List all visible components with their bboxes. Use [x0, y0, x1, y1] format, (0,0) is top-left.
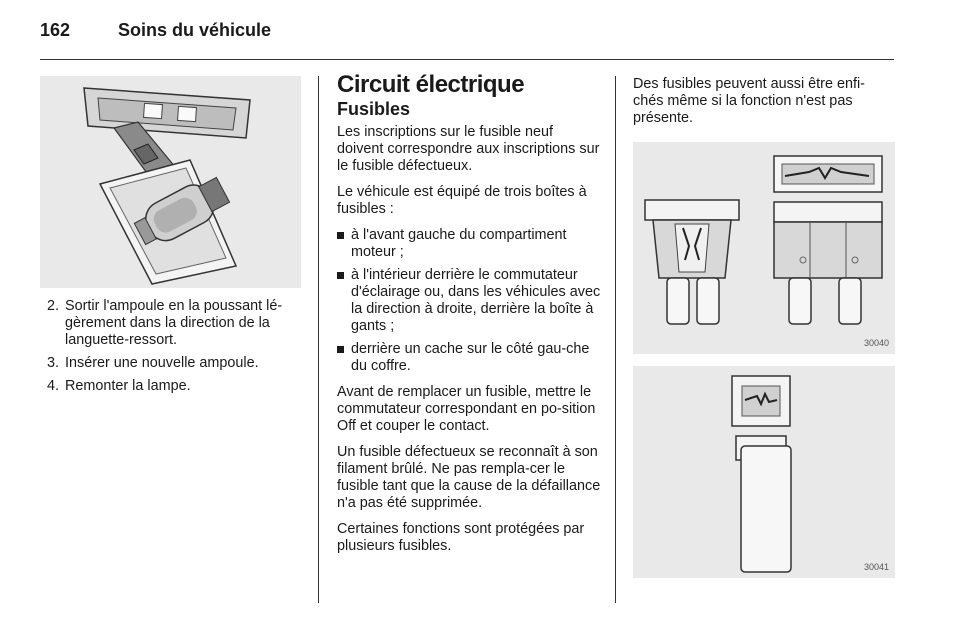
bullet-square-icon: [337, 346, 344, 353]
left-column-text: [40, 298, 304, 401]
bullet-text: à l'intérieur derrière le commutateur d'éclairage ou, dans les véhicules avec la direction à droite, derrière la boîte à gants ;: [351, 267, 601, 334]
step-number: 4.: [47, 378, 60, 394]
subsection-title: Fusibles: [337, 99, 411, 119]
figure-number: 30040: [863, 338, 889, 348]
step-text: Sortir l'ampoule en la poussant lé-gèrement dans la direction de la languette-ressort.: [65, 298, 283, 348]
column-divider: [615, 76, 616, 603]
step-text: Insérer une nouvelle ampoule.: [65, 355, 259, 371]
paragraph: Les inscriptions sur le fusible neuf doivent correspondre aux inscriptions sur le fusible défectueux.: [337, 124, 600, 174]
page-number: 162: [40, 20, 71, 40]
paragraph: Des fusibles peuvent aussi être enfi-chés même si la fonction n'est pas présente.: [633, 76, 865, 126]
fuse-box-locations: [337, 227, 601, 375]
lamp-bulb-illustration: [40, 76, 301, 288]
paragraph: Certaines fonctions sont protégées par plusieurs fusibles.: [337, 521, 585, 554]
section-title: Circuit électrique: [337, 71, 525, 98]
bullet-item: [337, 267, 601, 335]
bullet-square-icon: [337, 272, 344, 279]
step-number: 3.: [47, 355, 60, 371]
paragraph: Un fusible défectueux se reconnaît à son filament brûlé. Ne pas rempla-cer le fusible tant que la cause de la défaillance n'a pas été supprimée.: [337, 444, 601, 511]
chapter-title: Soins du véhicule: [118, 20, 272, 40]
right-column-text: [633, 76, 895, 136]
bullet-item: [337, 341, 601, 375]
bullet-text: derrière un cache sur le côté gau-che du coffre.: [351, 341, 590, 374]
step-item: [40, 298, 304, 349]
middle-column-text: [337, 71, 601, 564]
column-divider: [318, 76, 319, 603]
figure-number: 30041: [863, 562, 889, 572]
paragraph: Le véhicule est équipé de trois boîtes à fusibles :: [337, 184, 587, 217]
step-text: Remonter la lampe.: [65, 378, 191, 394]
bullet-item: [337, 227, 601, 261]
mini-fuse-illustration: [633, 366, 895, 578]
paragraph: Avant de remplacer un fusible, mettre le commutateur correspondant en po-sition Off et couper le contact.: [337, 384, 596, 434]
header-rule: [40, 59, 894, 60]
blade-fuse-illustration: [633, 142, 895, 354]
step-number: 2.: [47, 298, 60, 314]
bullet-text: à l'avant gauche du compartiment moteur ;: [351, 227, 567, 260]
instruction-steps: [40, 298, 304, 395]
bullet-square-icon: [337, 232, 344, 239]
step-item: [40, 378, 304, 395]
step-item: [40, 355, 304, 372]
